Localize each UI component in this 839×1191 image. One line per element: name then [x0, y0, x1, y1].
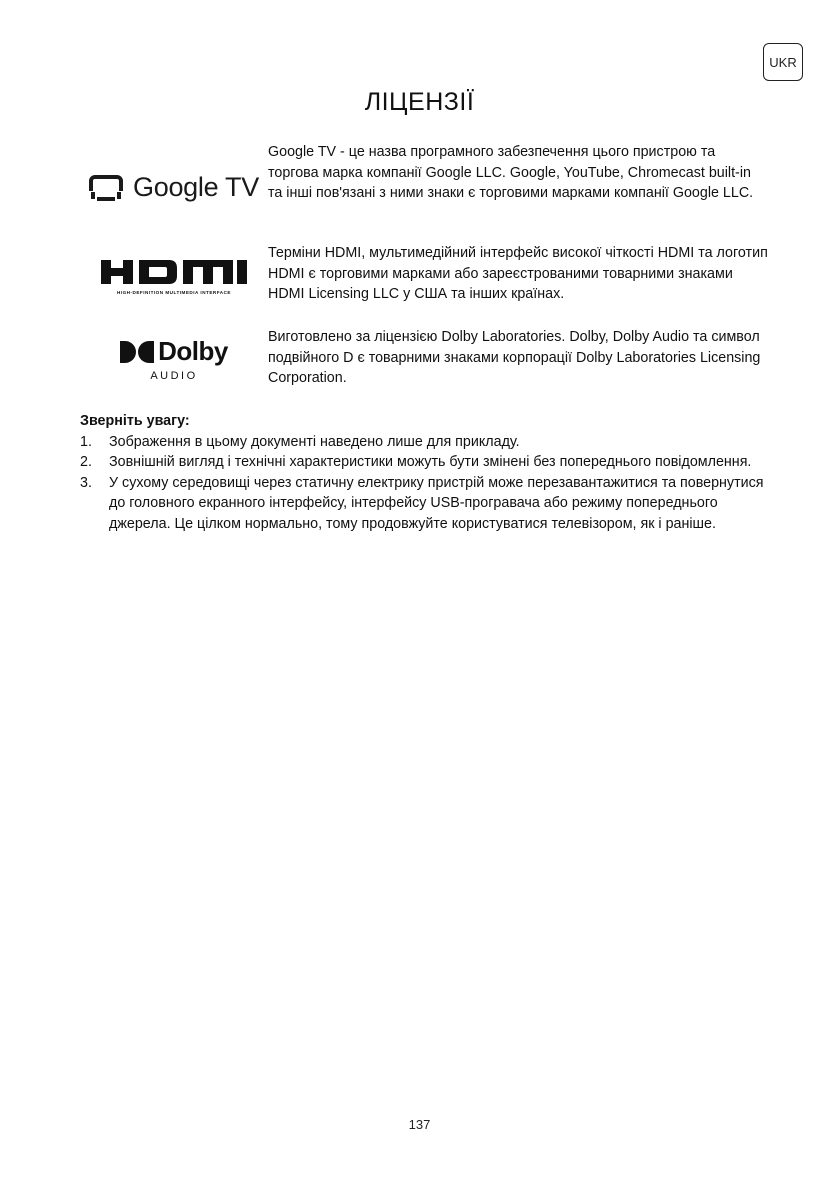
list-item-number: 1. [80, 433, 92, 450]
dolby-audio-label: AUDIO [150, 370, 198, 382]
hdmi-logo [80, 257, 268, 295]
dolby-logo-text: Dolby [158, 336, 228, 366]
list-item-text: Зовнішній вигляд і технічні характеристики можуть бути змінені без попереднього повідомлення. [109, 454, 752, 471]
page-number: 137 [408, 1117, 431, 1132]
license-hdmi [80, 242, 768, 310]
notes-section [80, 411, 770, 535]
list-item-text: Зображення в цьому документі наведено лише для прикладу. [109, 433, 520, 450]
google-tv-logo-text: Google TV [133, 172, 259, 202]
hdmi-wordmark-icon [101, 257, 247, 287]
dolby-logo [80, 336, 268, 382]
license-text-hdmi: Терміни HDMI, мультимедійний інтерфейс високої чіткості HDMI та логотип HDMI є торговими марками або зареєстрованими товарними знаками HDMI Licensing LLC у США та інших країнах. [268, 245, 768, 303]
notes-heading: Зверніть увагу: [80, 413, 190, 429]
list-item-number: 3. [80, 474, 92, 491]
language-badge: UKR [763, 43, 803, 81]
license-text-dolby: Виготовлено за ліцензією Dolby Laboratories. Dolby, Dolby Audio та символ подвійного D є товарними знаками корпорації Dolby Laboratories Licensing Corporation. [268, 329, 761, 387]
license-dolby [80, 325, 760, 393]
list-item [80, 432, 770, 453]
dolby-double-d-icon [120, 341, 154, 363]
google-tv-logo [80, 172, 268, 203]
hdmi-tagline: HIGH-DEFINITION MULTIMEDIA INTERFACE [117, 290, 231, 295]
list-item [80, 473, 770, 535]
google-tv-icon [89, 175, 123, 201]
license-google-tv [80, 140, 760, 235]
list-item-number: 2. [80, 454, 92, 471]
license-text-google-tv: Google TV - це назва програмного забезпечення цього пристрою та торгова марка компанії Google LLC. Google, YouTube, Chromecast built-in та інші пов'язані з ними знаки є торговими марками компанії Google LLC. [268, 144, 754, 202]
list-item-text: У сухому середовищі через статичну електрику пристрій може перезавантажитися та повернутися до головного екранного інтерфейсу, інтерфейсу USB-програвача або режиму попереднього джерела. Це цілком нормально, тому продовжуйте користуватися телевізором, як і раніше. [109, 474, 764, 532]
page-title: ЛІЦЕНЗІЇ [364, 88, 475, 116]
list-item [80, 452, 770, 473]
notes-list [80, 432, 770, 535]
